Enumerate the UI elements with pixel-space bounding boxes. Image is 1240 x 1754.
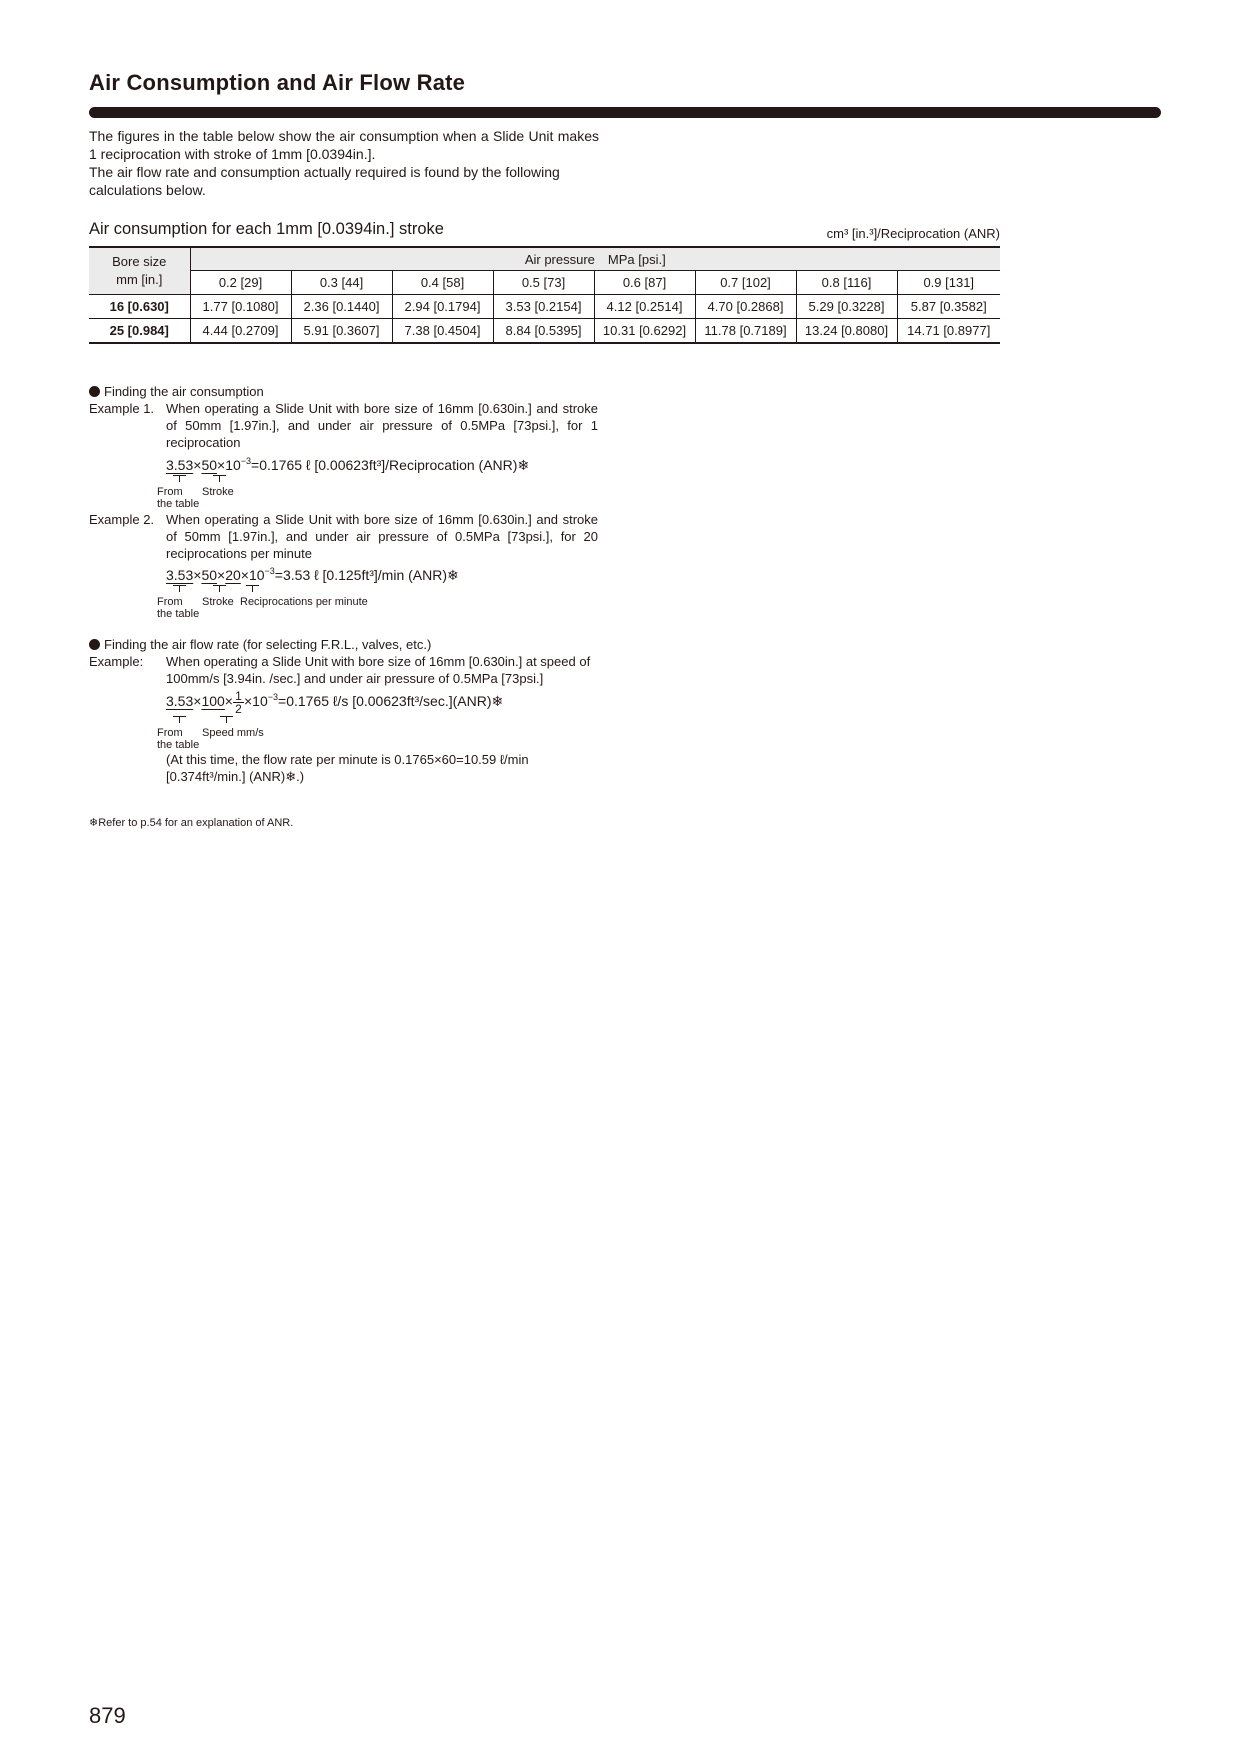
example-2-formula: $3.53\times 50\times 20\times 10^{-3}=3.53$ ℓ [0.125ft³]/min (ANR)❄ (166, 566, 459, 583)
flow-heading: Finding the air flow rate (for selecting F.R.L., valves, etc.) (89, 637, 431, 652)
tick-mark (173, 585, 186, 592)
flow-example-label: Example: (89, 654, 144, 669)
example-1-text: When operating a Slide Unit with bore size of 16mm [0.630in.] and stroke of 50mm [1.97in.], and under air pressure of 0.5MPa [73psi.], for 1 reciprocation (166, 401, 598, 450)
formula-exponent: −3 (264, 566, 275, 576)
from-label: From the table (157, 727, 200, 751)
table-cell: 11.78 [0.7189] (695, 319, 796, 344)
stroke-label: Stroke (202, 486, 234, 498)
example-2-text: When operating a Slide Unit with bore size of 16mm [0.630in.] and stroke of 50mm [1.97in.], and under air pressure of 0.5MPa [73psi.], for 20 reciprocations per minute (166, 512, 598, 561)
flow-formula: 3.53×100× $\frac{1}{2}$ $\times 10^{-3}=0.1765$ ℓ/s [0.00623ft³/sec.](ANR)❄ (166, 689, 504, 716)
tick-mark (213, 585, 226, 592)
tick-mark (173, 716, 186, 723)
table-cell: 2.36 [0.1440] (291, 295, 392, 319)
flow-note-line-2: [0.374ft³/min.] (ANR)❄.) (166, 769, 305, 784)
flow-example-text: When operating a Slide Unit with bore size of 16mm [0.630in.] at speed of 100mm/s [3.94in. /sec.] and under air pressure of 0.5MPa [73psi.] (166, 654, 591, 686)
speed-label: Speed mm/s (202, 727, 264, 739)
footnote: ❄Refer to p.54 for an explanation of ANR. (89, 817, 294, 829)
table-cell: 5.91 [0.3607] (291, 319, 392, 344)
pressure-col-header: 0.5 [73] (493, 271, 594, 295)
pressure-col-header: 0.6 [87] (594, 271, 695, 295)
bullet-icon (89, 386, 100, 397)
intro-paragraph-1: The figures in the table below show the air consumption when a Slide Unit makes 1 reciprocation with stroke of 1mm [0.0394in.]. (89, 128, 599, 162)
formula-fraction: $\frac{1}{2}$ (233, 690, 244, 715)
pressure-col-header: 0.2 [29] (190, 271, 291, 295)
table-cell: 5.87 [0.3582] (897, 295, 1000, 319)
table-cell: 2.94 [0.1794] (392, 295, 493, 319)
formula-recip-value: 20 (225, 567, 241, 583)
air-pressure-header: Air pressure MPa [psi.] (190, 247, 1000, 271)
bore-size-cell: 16 [0.630] (89, 295, 190, 319)
table-cell: 7.38 [0.4504] (392, 319, 493, 344)
table-units: cm³ [in.³]/Reciprocation (ANR) (826, 226, 1000, 241)
table-cell: 13.24 [0.8080] (796, 319, 897, 344)
pressure-col-header: 0.7 [102] (695, 271, 796, 295)
example-1-label: Example 1. (89, 401, 155, 416)
page-number: 879 (89, 1703, 126, 1728)
consumption-heading: Finding the air consumption (89, 384, 264, 399)
pressure-col-header: 0.9 [131] (897, 271, 1000, 295)
air-consumption-table (89, 246, 1000, 344)
title-rule (89, 107, 1161, 118)
formula-table-value: 3.53 (166, 567, 194, 583)
formula-table-value: 3.53 (166, 457, 194, 473)
flow-note-line-1: (At this time, the flow rate per minute is 0.1765×60=10.59 ℓ/min (166, 752, 529, 767)
tick-mark (173, 475, 186, 482)
table-cell: 10.31 [0.6292] (594, 319, 695, 344)
from-label: From the table (157, 596, 200, 620)
table-cell: 4.12 [0.2514] (594, 295, 695, 319)
formula-result: 3.53 ℓ [0.125ft³]/min (ANR) (282, 567, 448, 583)
table-heading: Air consumption for each 1mm [0.0394in.] stroke (89, 220, 444, 238)
formula-result: 0.1765 ℓ/s [0.00623ft³/sec.](ANR) (286, 693, 492, 710)
formula-speed-value: 100 (201, 693, 225, 710)
table-row (89, 319, 1000, 344)
bore-header-line-2: mm [in.] (116, 272, 163, 287)
pressure-col-header: 0.8 [116] (796, 271, 897, 295)
formula-table-value: 3.53 (166, 693, 194, 710)
table-row (89, 295, 1000, 319)
table-cell: 1.77 [0.1080] (190, 295, 291, 319)
bore-size-cell: 25 [0.984] (89, 319, 190, 344)
bullet-icon (89, 639, 100, 650)
example-2-label: Example 2. (89, 512, 155, 527)
table-cell: 3.53 [0.2154] (493, 295, 594, 319)
table-cell: 5.29 [0.3228] (796, 295, 897, 319)
formula-exponent: −3 (240, 456, 252, 466)
stroke-label: Stroke (202, 596, 234, 608)
pressure-col-header: 0.4 [58] (392, 271, 493, 295)
table-cell: 4.70 [0.2868] (695, 295, 796, 319)
page-title: Air Consumption and Air Flow Rate (89, 70, 466, 95)
table-cell: 14.71 [0.8977] (897, 319, 1000, 344)
tick-mark (246, 585, 259, 592)
formula-exponent: −3 (267, 692, 278, 703)
example-1-formula: $3.53\times 50\times 10^{-3}=0.1765$ ℓ [0.00623ft³]/Reciprocation (ANR)❄ (166, 456, 530, 473)
bore-size-header (89, 247, 190, 295)
table-cell: 8.84 [0.5395] (493, 319, 594, 344)
pressure-col-header: 0.3 [44] (291, 271, 392, 295)
tick-mark (220, 716, 233, 723)
formula-stroke-value: 50 (201, 457, 218, 473)
table-cell: 4.44 [0.2709] (190, 319, 291, 344)
intro-paragraph-2: The air flow rate and consumption actually required is found by the following calculations below. (89, 164, 560, 198)
from-label: From the table (157, 486, 200, 510)
bore-header-line-1: Bore size (112, 254, 167, 269)
formula-stroke-value: 50 (201, 567, 218, 583)
reciprocations-label: Reciprocations per minute (240, 596, 368, 608)
formula-result: 0.1765 ℓ [0.00623ft³]/Reciprocation (ANR) (259, 457, 518, 473)
tick-mark (213, 475, 226, 482)
